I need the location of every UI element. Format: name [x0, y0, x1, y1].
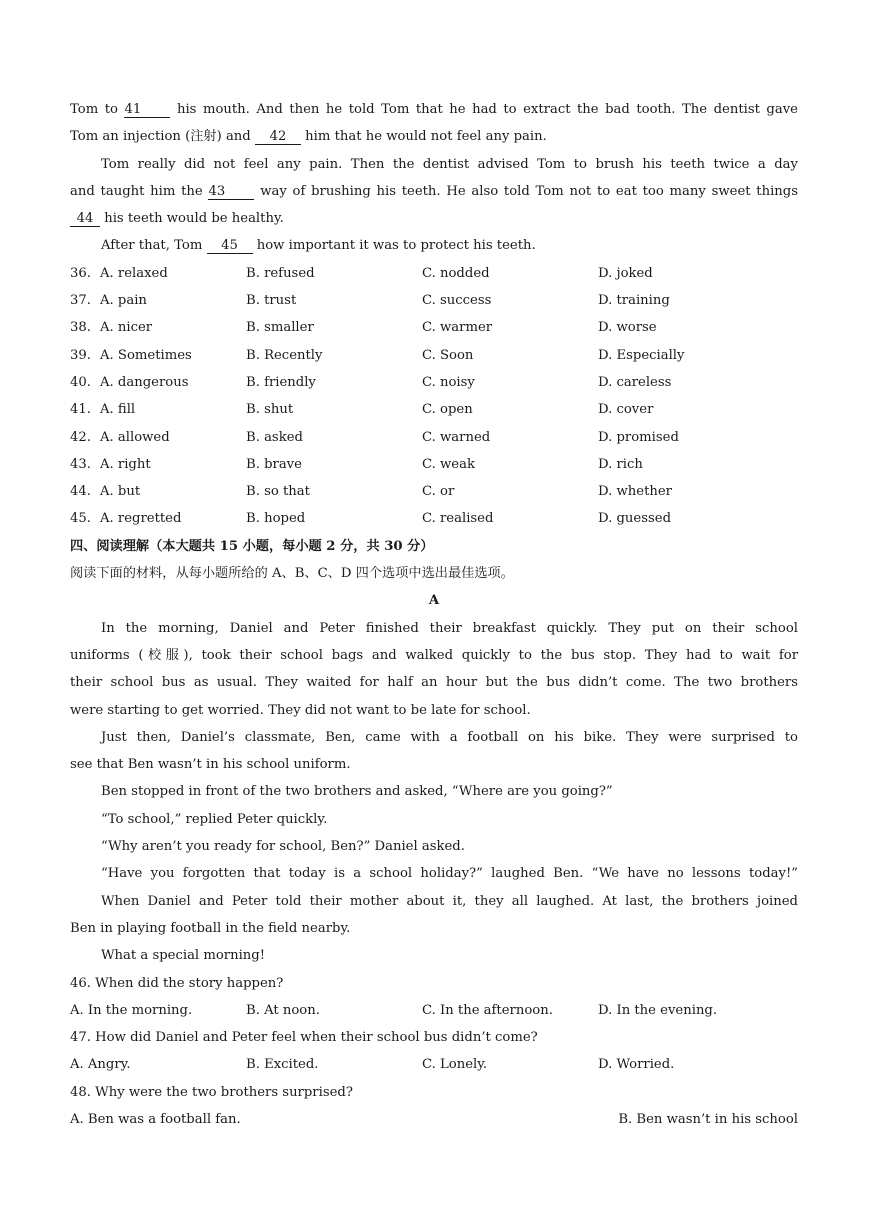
option-d: D. joked: [598, 265, 653, 281]
reading-line: What a special morning!: [101, 948, 266, 964]
option-c: C. warned: [422, 429, 491, 445]
blank-43: 43: [208, 185, 254, 200]
option-b: B. refused: [246, 265, 315, 281]
question-number: 42.: [70, 429, 91, 445]
option-d: D. training: [598, 293, 670, 309]
question-number: 39.: [70, 347, 91, 363]
question-48: 48. Why were the two brothers surprised?: [70, 1084, 353, 1100]
cloze-option-row: [70, 260, 798, 287]
reading-line: “Have you forgotten that today is a school holiday?” laughed Ben. “We have no lessons today!”: [101, 866, 798, 882]
option-b: B. asked: [246, 429, 303, 445]
cloze-option-row: [70, 505, 798, 532]
option-a: A. allowed: [100, 429, 170, 445]
reading-line: were starting to get worried. They did not want to be late for school.: [70, 702, 531, 718]
passage-text: and taught him the: [70, 183, 203, 199]
option-c: C. Lonely.: [422, 1057, 488, 1073]
option-b: B. Ben wasn’t in his school: [618, 1111, 798, 1127]
option-b: B. so that: [246, 484, 310, 500]
option-b: B. smaller: [246, 320, 314, 336]
option-b: B. At noon.: [246, 1002, 320, 1018]
option-c: C. noisy: [422, 374, 475, 390]
option-a: A. fill: [100, 402, 136, 418]
option-b: B. Excited.: [246, 1057, 319, 1073]
question-number: 45.: [70, 511, 91, 527]
question-46-options: [70, 997, 798, 1024]
cloze-option-row: [70, 451, 798, 478]
cloze-options: [70, 260, 798, 533]
option-a: A. pain: [100, 293, 147, 309]
cloze-option-row: [70, 369, 798, 396]
option-c: C. realised: [422, 511, 494, 527]
question-47: 47. How did Daniel and Peter feel when their school bus didn’t come?: [70, 1030, 538, 1046]
option-b: B. shut: [246, 402, 294, 418]
option-c: C. In the afternoon.: [422, 1002, 553, 1018]
option-c: C. weak: [422, 456, 475, 472]
option-d: D. rich: [598, 456, 643, 472]
passage-text: Tom to: [70, 102, 118, 117]
question-number: 44.: [70, 484, 91, 500]
passage-text: Tom really did not feel any pain. Then the dentist advised Tom to brush his teeth twice a day: [101, 156, 798, 172]
section-instruction: 阅读下面的材料，从每小题所给的 A、B、C、D 四个选项中选出最佳选项。: [70, 566, 514, 582]
reading-line: uniforms (校服), took their school bags and walked quickly to the bus stop. They had to wait for: [70, 647, 798, 663]
reading-line: Ben in playing football in the field nearby.: [70, 920, 351, 936]
option-c: C. success: [422, 293, 492, 309]
option-a: A. relaxed: [100, 265, 168, 281]
blank-44: 44: [70, 212, 100, 227]
reading-line: When Daniel and Peter told their mother about it, they all laughed. At last, the brothers joined: [101, 893, 798, 909]
passage-line: [70, 96, 798, 123]
reading-line: Ben stopped in front of the two brothers and asked, “Where are you going?”: [101, 784, 613, 800]
option-b: B. hoped: [246, 511, 306, 527]
passage-line: [70, 178, 798, 205]
passage-line: [70, 205, 798, 232]
option-c: C. nodded: [422, 265, 490, 281]
passage-text: him that he would not feel any pain.: [305, 129, 547, 145]
option-c: C. warmer: [422, 320, 493, 336]
cloze-option-row: [70, 424, 798, 451]
option-b: B. brave: [246, 456, 302, 472]
question-number: 36.: [70, 265, 91, 281]
option-a: A. Sometimes: [100, 347, 192, 363]
cloze-option-row: [70, 478, 798, 505]
option-d: D. careless: [598, 374, 672, 390]
reading-line: “To school,” replied Peter quickly.: [101, 811, 328, 827]
option-d: D. promised: [598, 429, 679, 445]
blank-42: 42: [255, 130, 301, 145]
option-a: A. but: [100, 484, 141, 500]
option-d: D. whether: [598, 484, 672, 500]
option-d: D. Worried.: [598, 1057, 675, 1073]
option-d: D. cover: [598, 402, 654, 418]
reading-line: “Why aren’t you ready for school, Ben?” Daniel asked.: [101, 839, 465, 855]
question-47-options: [70, 1051, 798, 1078]
option-c: C. Soon: [422, 347, 474, 363]
question-number: 40.: [70, 374, 91, 390]
question-48-options: [70, 1106, 798, 1133]
reading-line: In the morning, Daniel and Peter finished their breakfast quickly. They put on their school: [101, 620, 798, 636]
question-number: 41.: [70, 402, 91, 418]
option-c: C. open: [422, 402, 473, 418]
blank-41: 41: [124, 103, 170, 118]
option-a: A. nicer: [100, 320, 153, 336]
passage-text: his teeth would be healthy.: [104, 211, 284, 227]
question-number: 37.: [70, 293, 91, 309]
option-d: D. guessed: [598, 511, 672, 527]
question-number: 38.: [70, 320, 91, 336]
cloze-option-row: [70, 342, 798, 369]
cloze-option-row: [70, 287, 798, 314]
passage-line: [70, 123, 798, 150]
option-a: A. Angry.: [70, 1057, 131, 1073]
passage-text: After that, Tom: [101, 238, 203, 254]
option-a: A. dangerous: [100, 374, 189, 390]
passage-text: how important it was to protect his teeth.: [256, 238, 536, 254]
section-title: 四、阅读理解（本大题共 15 小题，每小题 2 分，共 30 分）: [70, 538, 434, 554]
option-d: D. In the evening.: [598, 1002, 718, 1018]
passage-label: A: [428, 593, 440, 609]
option-a: A. Ben was a football fan.: [70, 1111, 241, 1127]
exam-page: [70, 96, 798, 1133]
question-46: 46. When did the story happen?: [70, 975, 284, 991]
reading-passage: [70, 615, 798, 970]
option-a: A. right: [100, 456, 151, 472]
reading-line: their school bus as usual. They waited for half an hour but the bus didn’t come. The two brothers: [70, 675, 798, 691]
reading-line: Just then, Daniel’s classmate, Ben, came with a football on his bike. They were surprised to: [101, 729, 798, 745]
option-d: D. Especially: [598, 347, 685, 363]
passage-line: [70, 151, 798, 178]
option-c: C. or: [422, 484, 455, 500]
blank-45: 45: [207, 239, 253, 254]
option-b: B. Recently: [246, 347, 323, 363]
cloze-option-row: [70, 314, 798, 341]
passage-text: his mouth. And then he told Tom that he had to extract the bad tooth. The dentist gave: [176, 102, 798, 117]
option-a: A. regretted: [100, 511, 182, 527]
option-b: B. friendly: [246, 374, 316, 390]
passage-line: [70, 232, 798, 259]
option-a: A. In the morning.: [70, 1002, 193, 1018]
question-number: 43.: [70, 456, 91, 472]
cloze-option-row: [70, 396, 798, 423]
option-b: B. trust: [246, 293, 297, 309]
passage-text: Tom an injection (注射) and: [70, 129, 251, 145]
passage-text: way of brushing his teeth. He also told Tom not to eat too many sweet things: [260, 183, 799, 199]
option-d: D. worse: [598, 320, 657, 336]
reading-line: see that Ben wasn’t in his school uniform.: [70, 757, 351, 773]
